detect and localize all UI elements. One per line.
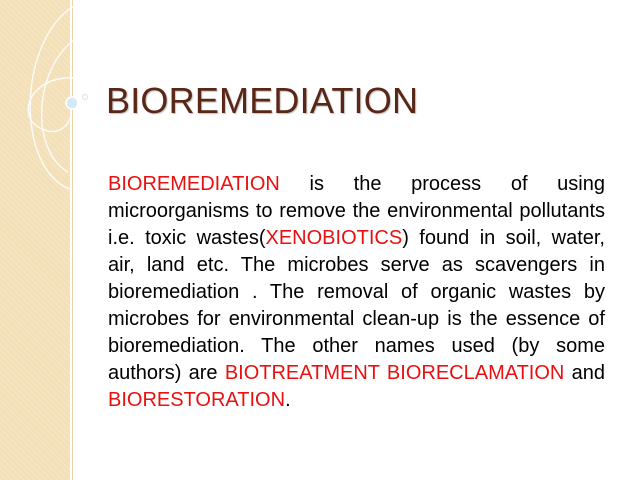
term-biotreatment: BIOTREATMENT <box>224 362 380 384</box>
body-paragraph <box>108 171 605 414</box>
ornament-dot-small <box>83 95 88 100</box>
swirl-ornament <box>0 0 120 480</box>
term-biorestoration: BIORESTORATION <box>108 389 286 411</box>
body-text-part-4: . <box>285 389 291 411</box>
body-text-part-2: ) found in soil, water, air, land etc. The microbes serve as scavengers in bioremediation . The removal of organic wastes by microbes for environmental clean-up is the essence of bioremediation. The other names used (by some authors) are <box>108 227 605 384</box>
term-bioremediation: BIOREMEDIATION <box>108 173 280 195</box>
term-xenobiotics: XENOBIOTICS <box>265 227 403 249</box>
ornament-dot-large <box>66 97 78 109</box>
term-bioreclamation: BIORECLAMATION <box>386 362 565 384</box>
body-text-part-1: is the process of using microorganisms to remove the environmental pollutants i.e. toxic wastes( <box>108 173 605 249</box>
body-text-part-3: and <box>564 362 605 384</box>
slide-title: BIOREMEDIATION <box>106 80 419 121</box>
